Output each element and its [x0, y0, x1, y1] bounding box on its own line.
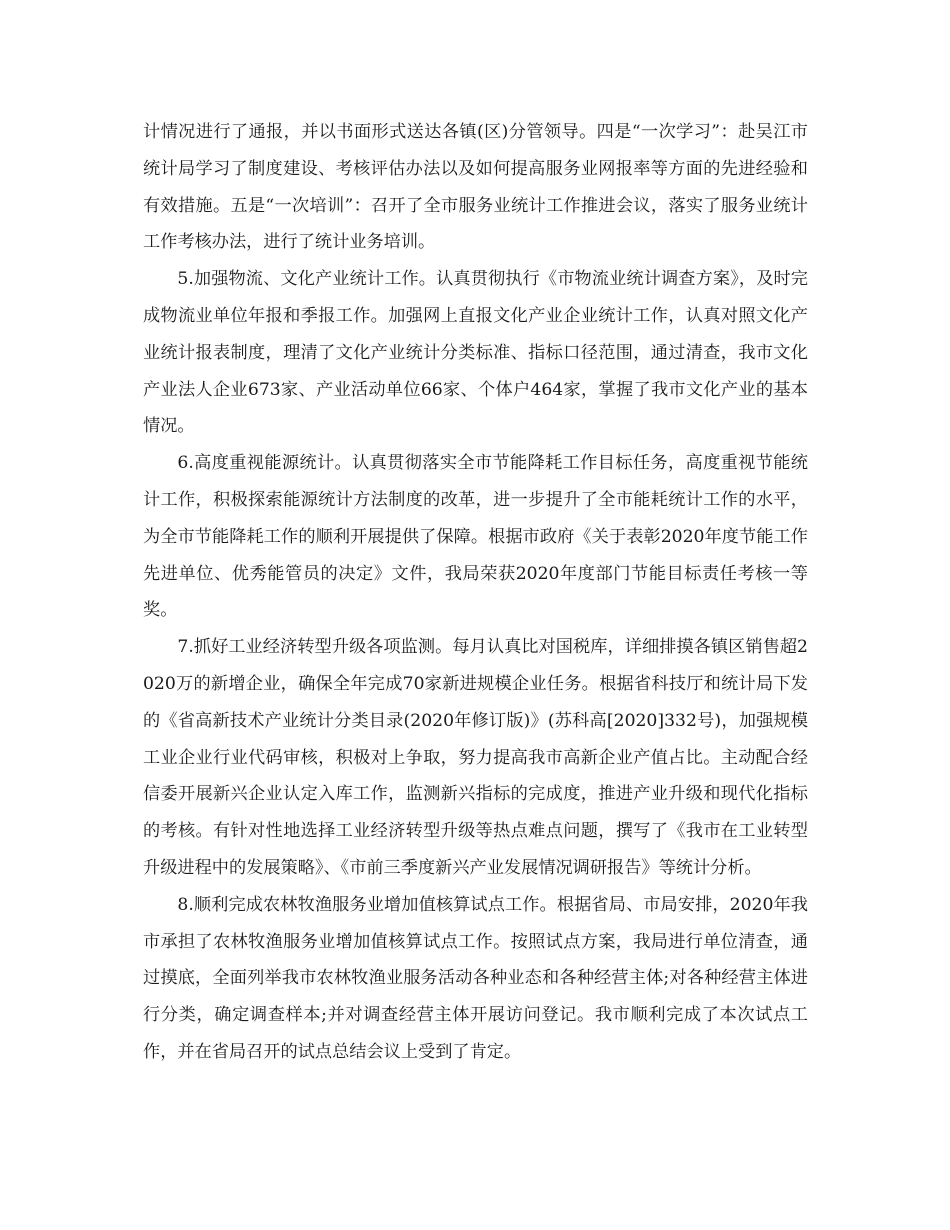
paragraph-energy: 6.高度重视能源统计。认真贯彻落实全市节能降耗工作目标任务，高度重视节能统计工作，积极探索能源统计方法制度的改革，进一步提升了全市能耗统计工作的水平，为全市节能降耗工作的顺利开展提供了保障。根据市政府《关于表彰2020年度节能工作先进单位、优秀能管员的决定》文件，我局荣获2020年度部门节能目标责任考核一等奖。	[143, 453, 808, 621]
paragraph-logistics-culture: 5.加强物流、文化产业统计工作。认真贯彻执行《市物流业统计调查方案》，及时完成物流业单位年报和季报工作。加强网上直报文化产业企业统计工作，认真对照文化产业统计报表制度，理清了文化产业统计分类标准、指标口径范围，通过清查，我市文化产业法人企业673家、产业活动单位66家、个体户464家，掌握了我市文化产业的基本情况。	[143, 269, 808, 437]
document-body	[143, 114, 808, 1071]
paragraph-industrial-upgrade: 7.抓好工业经济转型升级各项监测。每月认真比对国税库，详细排摸各镇区销售超2020万的新增企业，确保全年完成70家新进规模企业任务。根据省科技厅和统计局下发的《省高新技术产业统计分类目录(2020年修订版)》(苏科高[2020]332号)，加强规模工业企业行业代码审核，积极对上争取，努力提高我市高新企业产值占比。主动配合经信委开展新兴企业认定入库工作，监测新兴指标的完成度，推进产业升级和现代化指标的考核。有针对性地选择工业经济转型升级等热点难点问题，撰写了《我市在工业转型升级进程中的发展策略》、《市前三季度新兴产业发展情况调研报告》等统计分析。	[143, 637, 808, 878]
paragraph-continued: 计情况进行了通报，并以书面形式送达各镇(区)分管领导。四是“一次学习”：赴吴江市统计局学习了制度建设、考核评估办法以及如何提高服务业网报率等方面的先进经验和有效措施。五是“一次培训”：召开了全市服务业统计工作推进会议，落实了服务业统计工作考核办法，进行了统计业务培训。	[143, 122, 808, 253]
paragraph-agriculture-pilot: 8.顺利完成农林牧渔服务业增加值核算试点工作。根据省局、市局安排，2020年我市承担了农林牧渔服务业增加值核算试点工作。按照试点方案，我局进行单位清查，通过摸底，全面列举我市农林牧渔业服务活动各种业态和各种经营主体;对各种经营主体进行分类，确定调查样本;并对调查经营主体开展访问登记。我市顺利完成了本次试点工作，并在省局召开的试点总结会议上受到了肯定。	[143, 894, 808, 1062]
